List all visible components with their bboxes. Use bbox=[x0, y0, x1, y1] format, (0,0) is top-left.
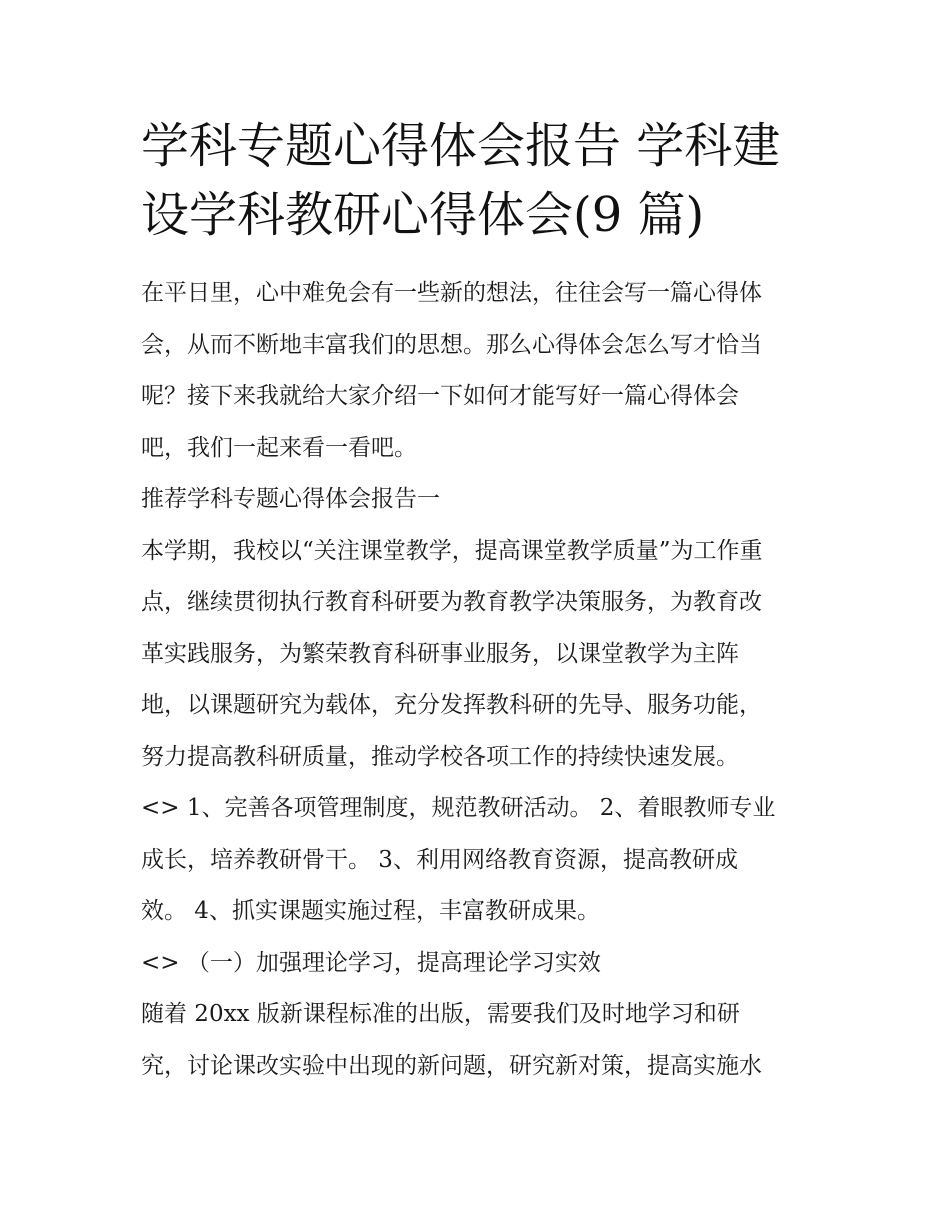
text-line: 呢？接下来我就给大家介绍一下如何才能写好一篇心得体会 bbox=[141, 383, 739, 409]
text-line: 革实践服务，为繁荣教育科研事业服务，以课堂教学为主阵 bbox=[141, 640, 739, 667]
body-paragraph bbox=[141, 989, 813, 1092]
text-line: 本学期，我校以“关注课堂教学，提高课堂教学质量”为工作重 bbox=[141, 537, 763, 564]
text-line: 成长，培养教研骨干。 3、利用网络教育资源，提高教研成 bbox=[141, 846, 738, 873]
text-line: 在平日里，心中难免会有一些新的想法，往往会写一篇心得体 bbox=[141, 280, 762, 306]
intro-paragraph bbox=[141, 268, 813, 474]
text-line: <> （一）加强理论学习，提高理论学习实效 bbox=[141, 949, 601, 976]
text-line: 推荐学科专题心得体会报告一 bbox=[141, 486, 440, 512]
title-line: 学科专题心得体会报告 学科建 bbox=[141, 118, 781, 174]
title-line: 设学科教研心得体会(9 篇) bbox=[141, 187, 705, 243]
document-page bbox=[141, 112, 813, 1092]
document-title bbox=[141, 112, 813, 250]
text-line: 地，以课题研究为载体，充分发挥教科研的先导、服务功能， bbox=[141, 692, 762, 718]
text-line: <> 1、完善各项管理制度，规范教研活动。 2、着眼教师专业 bbox=[141, 795, 776, 821]
text-line: 点，继续贯彻执行教育科研要为教育教学决策服务，为教育改 bbox=[141, 589, 762, 615]
body-paragraph bbox=[141, 526, 813, 784]
text-line: 努力提高教科研质量，推动学校各项工作的持续快速发展。 bbox=[141, 743, 739, 770]
text-line: 吧，我们一起来看一看吧。 bbox=[141, 434, 417, 461]
section-heading bbox=[141, 474, 813, 526]
subsection-heading bbox=[141, 938, 813, 990]
text-line: 会，从而不断地丰富我们的思想。那么心得体会怎么写才恰当 bbox=[141, 331, 762, 358]
text-line: 究，讨论课改实验中出现的新问题，研究新对策，提高实施水 bbox=[141, 1052, 762, 1079]
goals-paragraph bbox=[141, 783, 813, 938]
text-line: 随着 20xx 版新课程标准的出版，需要我们及时地学习和研 bbox=[141, 1001, 740, 1027]
text-line: 效。 4、抓实课题实施过程，丰富教研成果。 bbox=[141, 898, 600, 924]
document-body bbox=[141, 268, 813, 1092]
